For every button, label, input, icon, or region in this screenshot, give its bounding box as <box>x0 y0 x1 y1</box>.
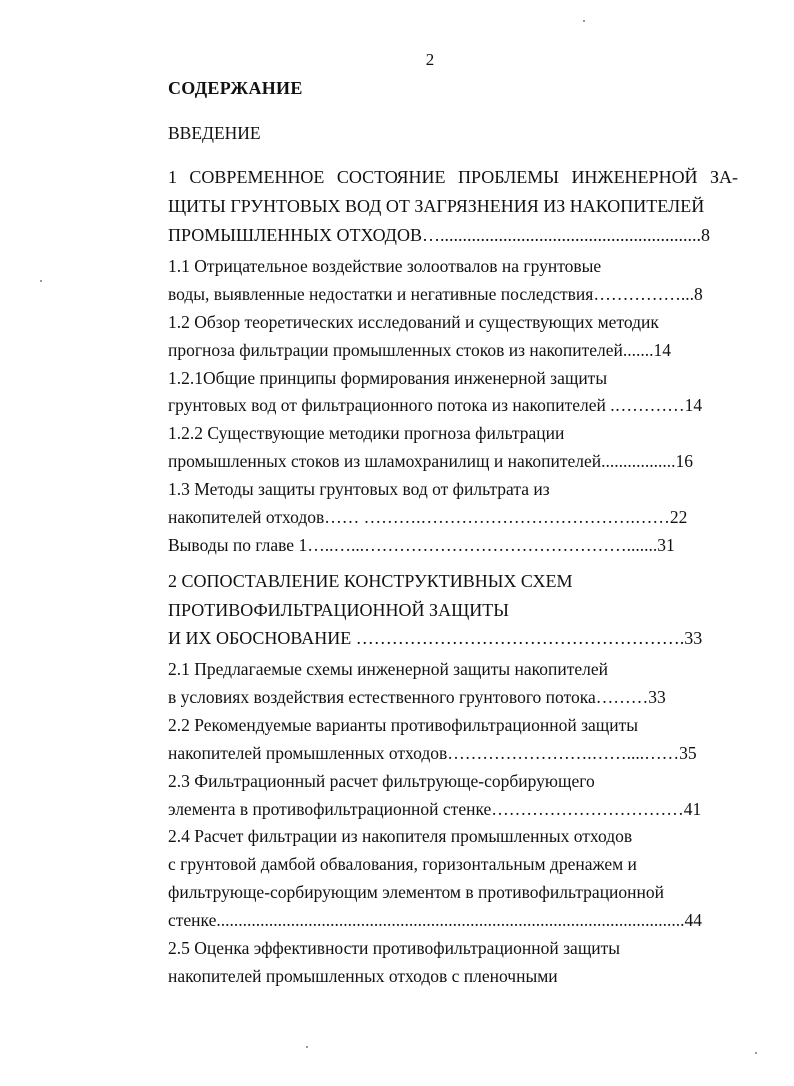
toc-entry: накопителей отходов…… ……….……………………………….……22 <box>168 507 688 527</box>
toc-entry: элемента в противофильтрационной стенке……………………………41 <box>168 799 702 819</box>
toc-word: 1 <box>168 167 177 187</box>
toc-intro: ВВЕДЕНИЕ <box>168 123 261 143</box>
toc-entry: промышленных стоков из шламохранилищ и накопителей.................16 <box>168 451 693 471</box>
toc-entry: накопителей промышленных отходов с пленочными <box>168 966 558 986</box>
toc-entry: 1.2.1Общие принципы формирования инженерной защиты <box>168 368 608 388</box>
toc-entry: грунтовых вод от фильтрационного потока из накопителей .…………14 <box>168 395 703 415</box>
toc-entry: с грунтовой дамбой обвалования, горизонтальным дренажем и <box>168 854 637 874</box>
toc-entry: 2.5 Оценка эффективности противофильтрационной защиты <box>168 938 621 958</box>
toc-entry: в условиях воздействия естественного грунтового потока………33 <box>168 687 666 707</box>
toc-entry: Выводы по главе 1…..…...……………………………………….......31 <box>168 535 675 555</box>
toc-chapter-1-line-3: ПРОМЫШЛЕННЫХ ОТХОДОВ…..........................................................8 <box>168 225 710 245</box>
toc-word: ИНЖЕНЕРНОЙ <box>571 167 698 187</box>
toc-entry: 2.4 Расчет фильтрации из накопителя промышленных отходов <box>168 826 633 846</box>
toc-entry: 2.1 Предлагаемые схемы инженерной защиты накопителей <box>168 659 608 679</box>
toc-word: ЗА- <box>709 167 738 187</box>
toc-entry: воды, выявленные недостатки и негативные последствия……………...8 <box>168 284 703 304</box>
toc-word: СОВРЕМЕННОЕ <box>189 167 325 187</box>
page-title: СОДЕРЖАНИЕ <box>168 78 303 98</box>
toc-entry: фильтрующе-сорбирующим элементом в противофильтрационной <box>168 882 665 902</box>
toc-chapter-1-line-1 <box>168 167 738 188</box>
toc-entry: накопителей промышленных отходов…………………….……....……35 <box>168 743 697 763</box>
toc-entry: 2.2 Рекомендуемые варианты противофильтрационной защиты <box>168 715 639 735</box>
toc-word: СОСТОЯНИЕ <box>336 167 446 187</box>
toc-chapter-2-line-3: И ИХ ОБОСНОВАНИЕ ……………………………………………….33 <box>168 628 703 648</box>
scan-speck <box>40 280 42 282</box>
toc-entry: прогноза фильтрации промышленных стоков из накопителей.......14 <box>168 340 671 360</box>
scan-speck <box>306 1046 308 1048</box>
toc-entry: 1.1 Отрицательное воздействие золоотвалов на грунтовые <box>168 256 602 276</box>
toc-chapter-2-line-2: ПРОТИВОФИЛЬТРАЦИОННОЙ ЗАЩИТЫ <box>168 600 509 620</box>
toc-entry: 1.2.2 Существующие методики прогноза фильтрации <box>168 423 565 443</box>
toc-entry: стенке...........................................................................................................44 <box>168 910 703 930</box>
scan-speck <box>583 20 585 22</box>
scan-speck <box>755 1052 757 1054</box>
toc-entry: 1.2 Обзор теоретических исследований и существующих методик <box>168 312 659 332</box>
toc-chapter-1-line-2: ЩИТЫ ГРУНТОВЫХ ВОД ОТ ЗАГРЯЗНЕНИЯ ИЗ НАКОПИТЕЛЕЙ <box>168 196 705 216</box>
toc-word: ПРОБЛЕМЫ <box>457 167 560 187</box>
toc-entry: 2.3 Фильтрационный расчет фильтрующе-сорбирующего <box>168 771 595 791</box>
toc-chapter-2-line-1: 2 СОПОСТАВЛЕНИЕ КОНСТРУКТИВНЫХ СХЕМ <box>168 571 573 591</box>
toc-entry: 1.3 Методы защиты грунтовых вод от фильтрата из <box>168 479 550 499</box>
page-number: 2 <box>425 50 435 69</box>
